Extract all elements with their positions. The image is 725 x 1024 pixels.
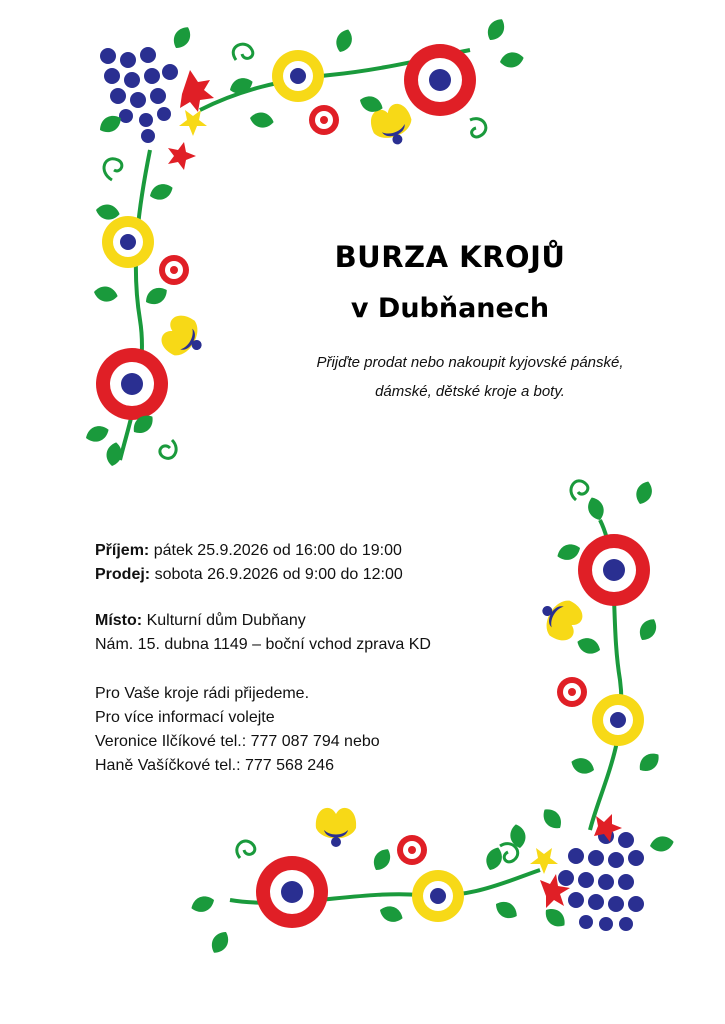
contact [95,682,380,778]
intro-text [270,348,670,406]
sale-label: Prodej: [95,566,151,583]
place-value: Kulturní dům Dubňany [146,612,306,629]
grape-cluster-icon [558,828,644,931]
contact-line-2: Pro více informací volejte [95,709,275,726]
contact-line-4: Haně Vašíčkové tel.: 777 568 246 [95,757,334,774]
intro-line-1: Přijďte prodat nebo nakoupit kyjovské pánské, [316,354,624,371]
contact-line-3: Veronice Ilčíkové tel.: 777 087 794 nebo [95,733,380,750]
receive-value: pátek 25.9.2026 od 16:00 do 19:00 [153,542,402,559]
place-address: Nám. 15. dubna 1149 – boční vchod zprava KD [95,636,431,653]
intro-line-2: dámské, dětské kroje a boty. [375,383,565,400]
receive-label: Příjem: [95,542,150,559]
event-title: BURZA KROJŮ [334,240,566,274]
place [95,609,431,657]
contact-line-1: Pro Vaše kroje rádi přijedeme. [95,685,310,702]
sale-value: sobota 26.9.2026 od 9:00 do 12:00 [154,566,403,583]
event-subtitle: v Dubňanech [350,293,550,324]
place-label: Místo: [95,612,143,629]
schedule [95,539,403,587]
